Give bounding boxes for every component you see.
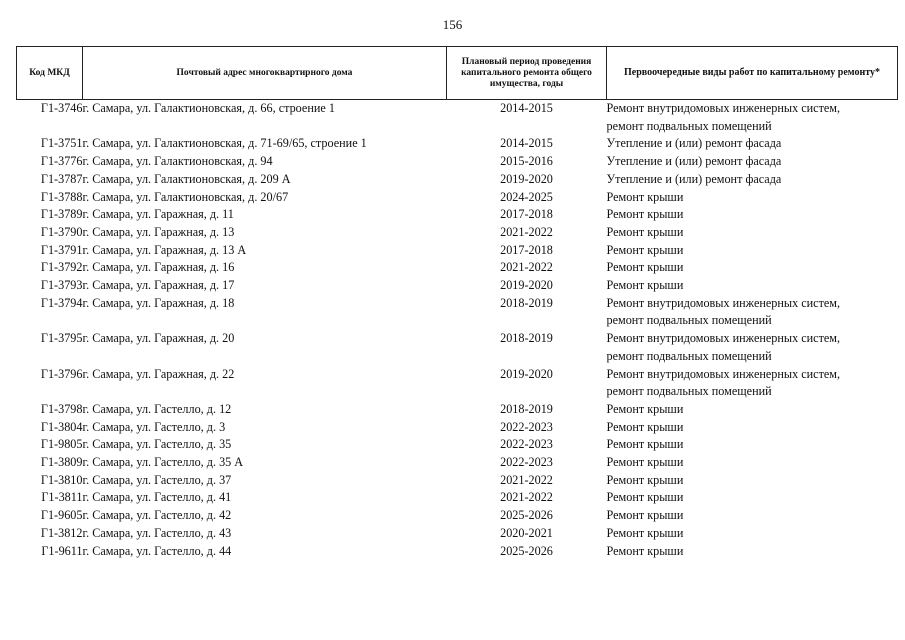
mkd-code: Г1-3795 <box>40 331 83 346</box>
repair-period: 2018-2019 <box>500 331 553 346</box>
postal-address: г. Самара, ул. Гаражная, д. 22 <box>82 366 235 381</box>
postal-address: г. Самара, ул. Гаражная, д. 13 А <box>82 242 247 257</box>
table-row <box>17 153 898 171</box>
mkd-code: Г1-9611 <box>41 543 83 558</box>
repair-work-line: Ремонт крыши <box>606 278 684 293</box>
repair-works <box>607 525 898 543</box>
repair-work-line: Утепление и (или) ремонт фасада <box>606 154 782 169</box>
mkd-code: Г1-3787 <box>40 171 83 186</box>
repair-works <box>607 242 898 260</box>
header-works: Первоочередные виды работ по капитальному ремонту* <box>607 47 898 100</box>
mkd-code: Г1-3791 <box>40 242 83 257</box>
repair-period: 2017-2018 <box>500 242 553 257</box>
mkd-code: Г1-9605 <box>40 508 83 523</box>
capital-repair-table <box>16 46 898 560</box>
repair-work-line: Ремонт внутридомовых инженерных систем, <box>606 101 841 115</box>
table-row <box>17 419 898 437</box>
table-row <box>17 224 898 242</box>
postal-address: г. Самара, ул. Гастелло, д. 12 <box>82 401 232 416</box>
repair-period: 2021-2022 <box>500 490 553 505</box>
postal-address: г. Самара, ул. Галактионовская, д. 94 <box>82 154 273 169</box>
repair-work-line: ремонт подвальных помещений <box>606 118 772 133</box>
mkd-code: Г1-3792 <box>40 260 83 275</box>
table-row <box>17 525 898 543</box>
repair-work-line: Ремонт крыши <box>606 508 684 523</box>
table-row <box>17 436 898 454</box>
repair-works <box>607 454 898 472</box>
table-row <box>17 189 898 207</box>
repair-period: 2014-2015 <box>500 101 553 115</box>
repair-work-line: Ремонт крыши <box>606 472 684 487</box>
repair-work-line: Ремонт внутридомовых инженерных систем, <box>606 331 841 346</box>
mkd-code: Г1-3811 <box>41 490 83 505</box>
repair-work-line: Ремонт крыши <box>606 525 684 540</box>
repair-work-line: Утепление и (или) ремонт фасада <box>606 171 782 186</box>
mkd-code: Г1-3804 <box>40 419 83 434</box>
repair-works <box>607 277 898 295</box>
repair-works <box>607 135 898 153</box>
repair-period: 2017-2018 <box>500 207 553 222</box>
repair-work-line: Утепление и (или) ремонт фасада <box>606 136 782 151</box>
postal-address: г. Самара, ул. Галактионовская, д. 20/67 <box>82 189 289 204</box>
repair-work-line: Ремонт крыши <box>606 242 684 257</box>
mkd-code: Г1-3746 <box>40 101 83 115</box>
table-row <box>17 259 898 277</box>
repair-works <box>607 401 898 419</box>
repair-works <box>607 171 898 189</box>
repair-works <box>607 489 898 507</box>
repair-period: 2020-2021 <box>500 525 553 540</box>
table-row <box>17 242 898 260</box>
mkd-code: Г1-3790 <box>40 224 83 239</box>
mkd-code: Г1-3789 <box>40 207 83 222</box>
table-row <box>17 100 898 136</box>
postal-address: г. Самара, ул. Гаражная, д. 20 <box>82 331 235 346</box>
postal-address: г. Самара, ул. Гастелло, д. 35 А <box>82 455 244 470</box>
repair-work-line: ремонт подвальных помещений <box>606 313 772 328</box>
repair-works <box>607 330 898 365</box>
mkd-code: Г1-3794 <box>40 295 83 310</box>
repair-work-line: Ремонт крыши <box>606 490 684 505</box>
repair-work-line: Ремонт внутридомовых инженерных систем, <box>606 366 841 381</box>
repair-period: 2025-2026 <box>500 543 553 558</box>
repair-works <box>607 224 898 242</box>
mkd-code: Г1-3793 <box>40 278 83 293</box>
repair-period: 2021-2022 <box>500 260 553 275</box>
repair-period: 2015-2016 <box>500 154 553 169</box>
table-row <box>17 454 898 472</box>
repair-work-line: Ремонт крыши <box>606 207 684 222</box>
postal-address: г. Самара, ул. Гаражная, д. 11 <box>82 207 234 222</box>
header-period: Плановый период проведения капитального ремонта общего имущества, годы <box>447 47 607 100</box>
table-row <box>17 330 898 365</box>
repair-period: 2021-2022 <box>500 224 553 239</box>
table-header-row <box>17 47 898 100</box>
repair-works <box>607 543 898 561</box>
postal-address: г. Самара, ул. Гаражная, д. 17 <box>82 278 235 293</box>
repair-period: 2014-2015 <box>500 136 553 151</box>
postal-address: г. Самара, ул. Гастелло, д. 41 <box>82 490 232 505</box>
postal-address: г. Самара, ул. Галактионовская, д. 209 А <box>82 171 291 186</box>
repair-work-line: Ремонт внутридомовых инженерных систем, <box>606 295 841 310</box>
table-row <box>17 489 898 507</box>
table-row <box>17 206 898 224</box>
repair-works <box>607 507 898 525</box>
repair-period: 2024-2025 <box>500 189 553 204</box>
table-body <box>17 100 898 561</box>
repair-work-line: ремонт подвальных помещений <box>606 348 772 363</box>
repair-works <box>607 472 898 490</box>
table-row <box>17 171 898 189</box>
repair-works <box>607 259 898 277</box>
postal-address: г. Самара, ул. Гастелло, д. 44 <box>82 543 232 558</box>
mkd-code: Г1-3788 <box>40 189 83 204</box>
header-code: Код МКД <box>17 47 83 100</box>
repair-work-line: Ремонт крыши <box>606 189 684 204</box>
postal-address: г. Самара, ул. Гастелло, д. 35 <box>82 437 232 452</box>
repair-works <box>607 419 898 437</box>
mkd-code: Г1-3796 <box>40 366 83 381</box>
table-row <box>17 295 898 330</box>
repair-works <box>607 295 898 330</box>
mkd-code: Г1-3776 <box>40 154 83 169</box>
repair-work-line: Ремонт крыши <box>606 260 684 275</box>
table-row <box>17 401 898 419</box>
postal-address: г. Самара, ул. Галактионовская, д. 66, строение 1 <box>82 101 335 115</box>
repair-work-line: Ремонт крыши <box>606 455 684 470</box>
repair-period: 2022-2023 <box>500 437 553 452</box>
repair-works <box>607 206 898 224</box>
repair-work-line: Ремонт крыши <box>606 543 684 558</box>
mkd-code: Г1-9805 <box>40 437 83 452</box>
mkd-code: Г1-3812 <box>40 525 83 540</box>
repair-period: 2022-2023 <box>500 419 553 434</box>
repair-works <box>607 100 898 136</box>
postal-address: г. Самара, ул. Гастелло, д. 43 <box>82 525 232 540</box>
page-number: 156 <box>442 17 463 32</box>
table-row <box>17 543 898 561</box>
postal-address: г. Самара, ул. Гаражная, д. 13 <box>82 224 235 239</box>
postal-address: г. Самара, ул. Гастелло, д. 37 <box>82 472 232 487</box>
repair-period: 2025-2026 <box>500 508 553 523</box>
postal-address: г. Самара, ул. Галактионовская, д. 71-69/65, строение 1 <box>82 136 367 151</box>
repair-work-line: Ремонт крыши <box>606 401 684 416</box>
table-row <box>17 135 898 153</box>
repair-work-line: Ремонт крыши <box>606 224 684 239</box>
repair-work-line: Ремонт крыши <box>606 419 684 434</box>
postal-address: г. Самара, ул. Гаражная, д. 16 <box>82 260 235 275</box>
repair-period: 2018-2019 <box>500 401 553 416</box>
mkd-code: Г1-3809 <box>40 455 83 470</box>
table-row <box>17 366 898 401</box>
postal-address: г. Самара, ул. Гастелло, д. 42 <box>82 508 232 523</box>
repair-period: 2021-2022 <box>500 472 553 487</box>
repair-period: 2018-2019 <box>500 295 553 310</box>
table-row <box>17 277 898 295</box>
repair-work-line: Ремонт крыши <box>606 437 684 452</box>
repair-works <box>607 436 898 454</box>
repair-period: 2019-2020 <box>500 366 553 381</box>
repair-works <box>607 153 898 171</box>
repair-works <box>607 366 898 401</box>
mkd-code: Г1-3798 <box>40 401 83 416</box>
repair-works <box>607 189 898 207</box>
postal-address: г. Самара, ул. Гастелло, д. 3 <box>82 419 226 434</box>
repair-period: 2019-2020 <box>500 278 553 293</box>
postal-address: г. Самара, ул. Гаражная, д. 18 <box>82 295 235 310</box>
mkd-code: Г1-3810 <box>40 472 83 487</box>
header-address: Почтовый адрес многоквартирного дома <box>83 47 447 100</box>
repair-period: 2022-2023 <box>500 455 553 470</box>
table-row <box>17 472 898 490</box>
table-row <box>17 507 898 525</box>
repair-work-line: ремонт подвальных помещений <box>606 384 772 399</box>
mkd-code: Г1-3751 <box>40 136 83 151</box>
repair-period: 2019-2020 <box>500 171 553 186</box>
